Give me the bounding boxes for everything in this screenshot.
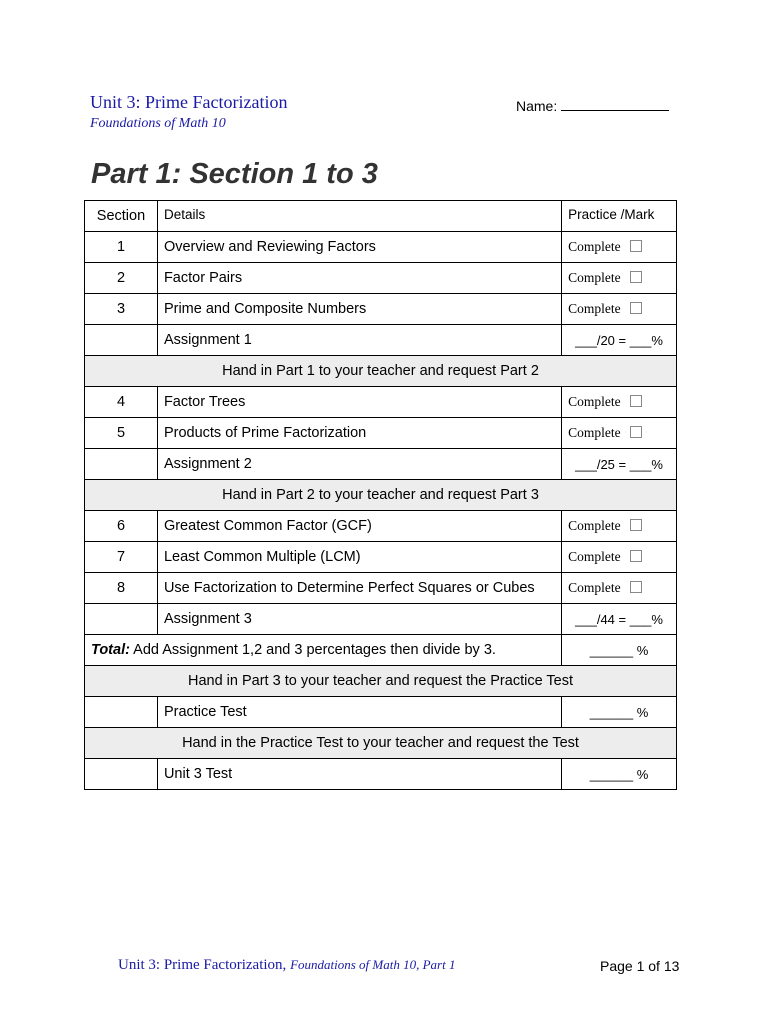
assignment-mark[interactable]: ___/44 = ___% bbox=[562, 604, 677, 635]
handin-row bbox=[85, 480, 677, 511]
table-row bbox=[85, 263, 677, 294]
checkbox[interactable] bbox=[630, 271, 642, 283]
section-details: Least Common Multiple (LCM) bbox=[157, 542, 561, 573]
handin-text: Hand in Part 1 to your teacher and request Part 2 bbox=[85, 356, 677, 387]
complete-label: Complete bbox=[568, 301, 621, 316]
assignment-details: Assignment 2 bbox=[157, 449, 561, 480]
assignment-details: Assignment 3 bbox=[157, 604, 561, 635]
complete-label: Complete bbox=[568, 425, 621, 440]
empty-section-cell bbox=[85, 759, 158, 790]
assignment-row bbox=[85, 325, 677, 356]
table-row bbox=[85, 511, 677, 542]
empty-section-cell bbox=[85, 325, 158, 356]
footer-title bbox=[118, 957, 455, 974]
header-mark: Practice /Mark bbox=[562, 201, 677, 232]
total-row bbox=[85, 635, 677, 666]
checkbox[interactable] bbox=[630, 302, 642, 314]
complete-cell bbox=[562, 263, 677, 294]
table-row bbox=[85, 232, 677, 263]
assignment-details: Assignment 1 bbox=[157, 325, 561, 356]
section-number: 1 bbox=[85, 232, 158, 263]
handin-row bbox=[85, 666, 677, 697]
section-number: 2 bbox=[85, 263, 158, 294]
name-line[interactable] bbox=[561, 96, 669, 111]
section-number: 7 bbox=[85, 542, 158, 573]
total-label: Total: bbox=[91, 642, 130, 658]
complete-label: Complete bbox=[568, 394, 621, 409]
complete-label: Complete bbox=[568, 518, 621, 533]
checkbox[interactable] bbox=[630, 426, 642, 438]
test-row bbox=[85, 697, 677, 728]
section-details: Products of Prime Factorization bbox=[157, 418, 561, 449]
total-details bbox=[85, 635, 562, 666]
section-number: 4 bbox=[85, 387, 158, 418]
section-number: 3 bbox=[85, 294, 158, 325]
handin-text: Hand in Part 3 to your teacher and request the Practice Test bbox=[85, 666, 677, 697]
section-details: Factor Trees bbox=[157, 387, 561, 418]
checkbox[interactable] bbox=[630, 240, 642, 252]
complete-cell bbox=[562, 573, 677, 604]
checkbox[interactable] bbox=[630, 519, 642, 531]
section-details: Factor Pairs bbox=[157, 263, 561, 294]
unit-title: Unit 3: Prime Factorization bbox=[90, 92, 288, 112]
section-details: Overview and Reviewing Factors bbox=[157, 232, 561, 263]
handin-text: Hand in the Practice Test to your teacher and request the Test bbox=[85, 728, 677, 759]
section-details: Use Factorization to Determine Perfect Squares or Cubes bbox=[157, 573, 561, 604]
section-number: 5 bbox=[85, 418, 158, 449]
footer-unit: Unit 3: Prime Factorization, bbox=[118, 957, 287, 973]
complete-cell bbox=[562, 418, 677, 449]
section-number: 6 bbox=[85, 511, 158, 542]
handin-row bbox=[85, 728, 677, 759]
complete-cell bbox=[562, 387, 677, 418]
table-row bbox=[85, 387, 677, 418]
name-field[interactable] bbox=[516, 96, 669, 114]
table-header-row bbox=[85, 201, 677, 232]
complete-label: Complete bbox=[568, 270, 621, 285]
footer-course-part: Foundations of Math 10, Part 1 bbox=[290, 957, 456, 972]
test-row bbox=[85, 759, 677, 790]
test-mark[interactable]: ______ % bbox=[562, 759, 677, 790]
section-details: Greatest Common Factor (GCF) bbox=[157, 511, 561, 542]
header-section: Section bbox=[85, 201, 158, 232]
empty-section-cell bbox=[85, 604, 158, 635]
checkbox[interactable] bbox=[630, 550, 642, 562]
complete-cell bbox=[562, 511, 677, 542]
assignment-mark[interactable]: ___/20 = ___% bbox=[562, 325, 677, 356]
assignment-row bbox=[85, 604, 677, 635]
assignment-mark[interactable]: ___/25 = ___% bbox=[562, 449, 677, 480]
table-row bbox=[85, 542, 677, 573]
complete-label: Complete bbox=[568, 239, 621, 254]
handin-text: Hand in Part 2 to your teacher and request Part 3 bbox=[85, 480, 677, 511]
total-mark[interactable]: ______ % bbox=[562, 635, 677, 666]
section-number: 8 bbox=[85, 573, 158, 604]
name-label: Name: bbox=[516, 98, 558, 114]
schedule-table bbox=[84, 200, 677, 790]
table-row bbox=[85, 294, 677, 325]
complete-cell bbox=[562, 542, 677, 573]
table-row bbox=[85, 573, 677, 604]
page-number: Page 1 of 13 bbox=[600, 958, 680, 974]
assignment-row bbox=[85, 449, 677, 480]
course-subtitle: Foundations of Math 10 bbox=[90, 116, 226, 131]
header-details: Details bbox=[157, 201, 561, 232]
checkbox[interactable] bbox=[630, 395, 642, 407]
complete-cell bbox=[562, 232, 677, 263]
test-details: Unit 3 Test bbox=[157, 759, 561, 790]
complete-label: Complete bbox=[568, 580, 621, 595]
complete-label: Complete bbox=[568, 549, 621, 564]
test-details: Practice Test bbox=[157, 697, 561, 728]
checkbox[interactable] bbox=[630, 581, 642, 593]
complete-cell bbox=[562, 294, 677, 325]
handin-row bbox=[85, 356, 677, 387]
empty-section-cell bbox=[85, 697, 158, 728]
empty-section-cell bbox=[85, 449, 158, 480]
table-row bbox=[85, 418, 677, 449]
total-text: Add Assignment 1,2 and 3 percentages then divide by 3. bbox=[129, 642, 496, 658]
page-title: Part 1: Section 1 to 3 bbox=[91, 158, 378, 190]
section-details: Prime and Composite Numbers bbox=[157, 294, 561, 325]
test-mark[interactable]: ______ % bbox=[562, 697, 677, 728]
